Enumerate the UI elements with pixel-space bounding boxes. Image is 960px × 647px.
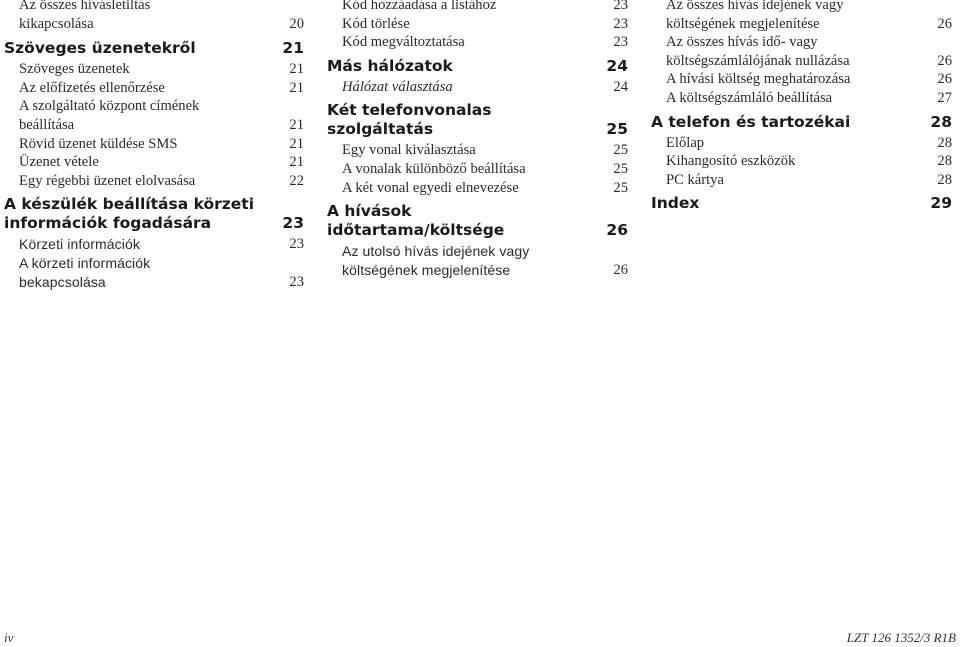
toc-entry[interactable] xyxy=(327,141,628,160)
toc-entry-page: 28 xyxy=(937,153,952,170)
toc-entry-page: 28 xyxy=(937,134,952,151)
toc-entry-page: 23 xyxy=(289,273,304,290)
toc-entry-label: Kihangosító eszközök xyxy=(666,153,796,170)
toc-entry[interactable] xyxy=(327,242,628,279)
toc-entry-label: Egy régebbi üzenet elolvasása xyxy=(19,172,196,189)
toc-entry-page: 26 xyxy=(937,52,952,69)
toc-entry-label-line1: Az összes hívás idő- vagy xyxy=(666,34,818,51)
toc-section-page: 23 xyxy=(282,214,304,233)
toc-section-title: A telefon és tartozékai xyxy=(651,112,851,131)
toc-entry-page: 21 xyxy=(289,61,304,78)
toc-section-heading[interactable] xyxy=(651,113,952,132)
toc-entry-label: Kód törlése xyxy=(342,15,410,32)
toc-entry[interactable] xyxy=(327,33,628,52)
toc-entry[interactable] xyxy=(327,0,628,15)
toc-section-page: 29 xyxy=(930,194,952,213)
toc-entry-label xyxy=(666,33,929,70)
toc-entry-label xyxy=(19,0,281,33)
toc-section-page: 26 xyxy=(606,221,628,240)
toc-entry-label: Szöveges üzenetek xyxy=(19,61,130,78)
toc-entry[interactable] xyxy=(4,172,304,191)
toc-entry-page: 20 xyxy=(289,15,304,32)
toc-column-1 xyxy=(4,0,304,291)
toc-entry-label-line2: költségének megjelenítése xyxy=(666,15,820,32)
toc-entry-page: 21 xyxy=(289,116,304,133)
toc-entry[interactable] xyxy=(327,78,628,97)
toc-entry-label xyxy=(19,254,281,291)
toc-entry-label xyxy=(19,97,281,134)
toc-entry-page: 21 xyxy=(289,135,304,152)
toc-entry[interactable] xyxy=(651,33,952,70)
toc-entry-page: 26 xyxy=(937,71,952,88)
toc-section-page: 28 xyxy=(930,112,952,131)
toc-entry-label xyxy=(666,0,929,33)
toc-entry-label: A költségszámláló beállítása xyxy=(666,89,833,106)
toc-entry[interactable] xyxy=(327,179,628,198)
toc-entry-label-line2: költségének megjelenítése xyxy=(342,261,511,278)
toc-entry-page: 28 xyxy=(937,171,952,188)
toc-entry[interactable] xyxy=(651,171,952,190)
toc-entry[interactable] xyxy=(651,70,952,89)
toc-section-heading[interactable] xyxy=(327,57,628,76)
toc-entry[interactable] xyxy=(4,254,304,291)
toc-entry-page: 24 xyxy=(613,78,628,95)
toc-entry-label: A két vonal egyedi elnevezése xyxy=(342,179,519,196)
toc-entry-label: Egy vonal kiválasztása xyxy=(342,142,476,159)
document-id: LZT 126 1352/3 R1B xyxy=(846,630,956,645)
toc-entry-label: PC kártya xyxy=(666,171,724,188)
toc-entry-label-line1: A körzeti információk xyxy=(19,254,151,271)
toc-entry-page: 23 xyxy=(613,0,628,13)
toc-entry-page: 22 xyxy=(289,172,304,189)
toc-entry-label-line2: bekapcsolása xyxy=(19,273,106,290)
toc-entry-page: 23 xyxy=(613,34,628,51)
toc-entry-label: Az előfizetés ellenőrzése xyxy=(19,79,165,96)
page-number: iv xyxy=(4,630,14,645)
toc-section-heading[interactable] xyxy=(4,195,304,233)
toc-section-title-line2: időtartama/költsége xyxy=(327,221,505,240)
toc-entry[interactable] xyxy=(4,79,304,98)
toc-section-page: 25 xyxy=(606,120,628,139)
toc-section-title-line1: A készülék beállítása körzeti xyxy=(4,195,255,214)
toc-entry-page: 25 xyxy=(613,142,628,159)
toc-entry-page: 25 xyxy=(613,179,628,196)
toc-column-2 xyxy=(327,0,628,279)
toc-section-heading[interactable] xyxy=(327,202,628,240)
toc-section-title xyxy=(327,202,598,240)
toc-column-3 xyxy=(651,0,952,215)
toc-entry-label-line1: Az összes hívás idejének vagy xyxy=(666,0,844,13)
toc-section-heading[interactable] xyxy=(651,194,952,213)
toc-entry-label: A hívási költség meghatározása xyxy=(666,71,851,88)
toc-entry[interactable] xyxy=(327,160,628,179)
toc-section-title: Két telefonvonalas szolgáltatás xyxy=(327,101,492,139)
toc-entry-label-line1: Az összes hívásletiltás xyxy=(19,0,151,13)
toc-entry-label: A vonalak különböző beállítása xyxy=(342,160,526,177)
toc-entry-label: Rövid üzenet küldése SMS xyxy=(19,135,178,152)
toc-entry-label: Hálózat választása xyxy=(342,78,453,95)
toc-entry-page: 23 xyxy=(613,15,628,32)
toc-entry[interactable] xyxy=(651,134,952,153)
toc-section-page: 24 xyxy=(606,56,628,75)
toc-entry[interactable] xyxy=(651,152,952,171)
toc-section-page: 21 xyxy=(282,39,304,58)
toc-section-title-line1: A hívások xyxy=(327,202,412,221)
toc-entry-label-line1: A szolgáltató központ címének xyxy=(19,98,200,115)
toc-entry-page: 25 xyxy=(613,160,628,177)
toc-entry-label: Kód hozzáadása a listához xyxy=(342,0,497,13)
toc-section-heading[interactable] xyxy=(4,39,304,58)
toc-entry[interactable] xyxy=(4,0,304,33)
toc-entry[interactable] xyxy=(4,97,304,134)
toc-entry-label: Előlap xyxy=(666,134,705,151)
toc-section-heading[interactable] xyxy=(327,101,628,139)
toc-entry[interactable] xyxy=(4,235,304,254)
toc-section-title xyxy=(4,195,274,233)
toc-entry[interactable] xyxy=(4,60,304,79)
toc-entry[interactable] xyxy=(4,135,304,154)
toc-entry[interactable] xyxy=(651,0,952,33)
toc-section-title: Szöveges üzenetekről xyxy=(4,39,196,58)
toc-entry[interactable] xyxy=(327,15,628,34)
toc-entry-page: 26 xyxy=(613,261,628,278)
toc-section-title: Más hálózatok xyxy=(327,56,453,75)
toc-entry-label: Körzeti információk xyxy=(19,236,140,253)
toc-entry-label-line2: kikapcsolása xyxy=(19,15,94,32)
toc-section-title: Index xyxy=(651,194,700,213)
toc-entry-page: 26 xyxy=(937,15,952,32)
toc-entry-page: 27 xyxy=(937,89,952,106)
toc-entry-label xyxy=(342,242,605,279)
toc-entry-label-line1: Az utolsó hívás idejének vagy xyxy=(342,243,530,260)
toc-section-title-line2: információk fogadására xyxy=(4,214,212,233)
toc-entry-label-line2: költségszámlálójának nullázása xyxy=(666,52,850,69)
toc-entry-page: 23 xyxy=(289,236,304,253)
toc-entry[interactable] xyxy=(651,89,952,108)
toc-entry-page: 21 xyxy=(289,154,304,171)
toc-entry-label: Üzenet vétele xyxy=(19,154,99,171)
toc-entry-page: 21 xyxy=(289,79,304,96)
toc-entry-label-line2: beállítása xyxy=(19,116,75,133)
toc-entry-label: Kód megváltoztatása xyxy=(342,34,465,51)
toc-entry[interactable] xyxy=(4,153,304,172)
